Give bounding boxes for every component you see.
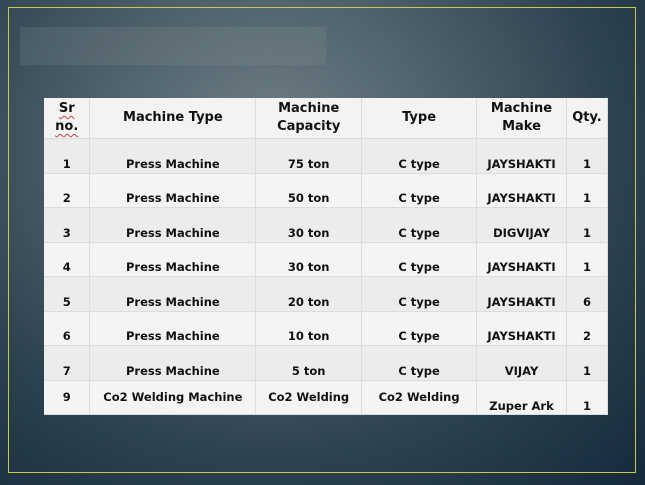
cell-make: Zuper Ark — [477, 380, 567, 414]
cell-capacity: Co2 Welding — [256, 380, 362, 414]
header-type: Type — [362, 98, 477, 139]
table-row — [44, 277, 608, 312]
cell-qty: 1 — [566, 208, 607, 243]
cell-type: Co2 Welding — [362, 380, 477, 414]
cell-sr: 9 — [44, 380, 90, 414]
cell-capacity: 5 ton — [256, 346, 362, 381]
cell-sr: 2 — [44, 173, 90, 208]
cell-qty: 6 — [566, 277, 607, 312]
header-machine-make: Machine Make — [477, 98, 567, 139]
table-row — [44, 346, 608, 381]
cell-type: C type — [362, 242, 477, 277]
cell-machine-type: Press Machine — [90, 277, 256, 312]
cell-sr: 4 — [44, 242, 90, 277]
table-row — [44, 139, 608, 174]
cell-machine-type: Press Machine — [90, 242, 256, 277]
table-header-row — [44, 98, 608, 139]
cell-qty: 1 — [566, 173, 607, 208]
header-machine-capacity: Machine Capacity — [256, 98, 362, 139]
cell-capacity: 50 ton — [256, 173, 362, 208]
cell-capacity: 20 ton — [256, 277, 362, 312]
cell-type: C type — [362, 346, 477, 381]
cell-sr: 6 — [44, 311, 90, 346]
cell-make: JAYSHAKTI — [477, 277, 567, 312]
table-row — [44, 208, 608, 243]
cell-machine-type: Co2 Welding Machine — [90, 380, 256, 414]
cell-capacity: 30 ton — [256, 242, 362, 277]
cell-make: JAYSHAKTI — [477, 139, 567, 174]
cell-type: C type — [362, 139, 477, 174]
machine-table — [44, 98, 608, 415]
table-row — [44, 380, 608, 414]
cell-capacity: 30 ton — [256, 208, 362, 243]
cell-make: JAYSHAKTI — [477, 311, 567, 346]
cell-type: C type — [362, 208, 477, 243]
cell-machine-type: Press Machine — [90, 173, 256, 208]
cell-sr: 1 — [44, 139, 90, 174]
cell-machine-type: Press Machine — [90, 208, 256, 243]
cell-capacity: 75 ton — [256, 139, 362, 174]
cell-qty: 2 — [566, 311, 607, 346]
cell-type: C type — [362, 173, 477, 208]
cell-type: C type — [362, 277, 477, 312]
cell-machine-type: Press Machine — [90, 139, 256, 174]
cell-make: DIGVIJAY — [477, 208, 567, 243]
cell-sr: 7 — [44, 346, 90, 381]
cell-qty: 1 — [566, 139, 607, 174]
cell-sr: 3 — [44, 208, 90, 243]
cell-machine-type: Press Machine — [90, 311, 256, 346]
cell-qty: 1 — [566, 380, 607, 414]
cell-make: JAYSHAKTI — [477, 173, 567, 208]
cell-sr: 5 — [44, 277, 90, 312]
header-machine-type: Machine Type — [90, 98, 256, 139]
cell-make: JAYSHAKTI — [477, 242, 567, 277]
header-qty: Qty. — [566, 98, 607, 139]
cell-make: VIJAY — [477, 346, 567, 381]
table-row — [44, 242, 608, 277]
title-placeholder — [20, 27, 326, 65]
cell-capacity: 10 ton — [256, 311, 362, 346]
cell-qty: 1 — [566, 242, 607, 277]
table-row — [44, 311, 608, 346]
cell-type: C type — [362, 311, 477, 346]
cell-machine-type: Press Machine — [90, 346, 256, 381]
table-row — [44, 173, 608, 208]
header-sr-no: Sr no. — [44, 98, 90, 139]
cell-qty: 1 — [566, 346, 607, 381]
